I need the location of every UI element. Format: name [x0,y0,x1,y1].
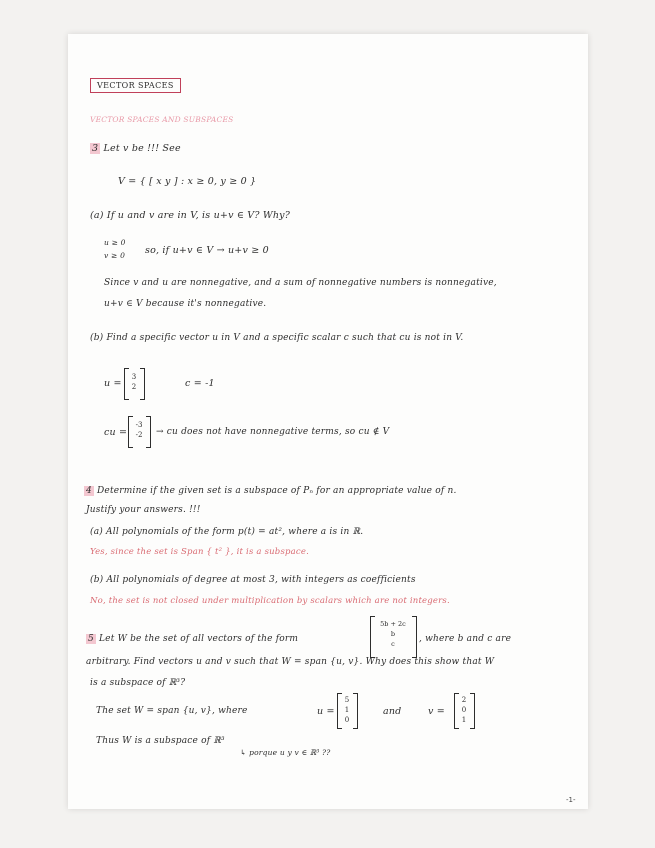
p3-b-cu-label: cu = [104,427,128,438]
p4-number: 4 [86,486,92,496]
p5-line2: arbitrary. Find vectors u and v such that W = span {u, v}. Why does this show that W [86,657,495,667]
p4-statement: Determine if the given set is a subspace of Pₙ for an appropriate value of n. [97,486,457,496]
vector-entry: c [391,640,395,648]
p4-a-answer: Yes, since the set is Span { t² }, it is a subspace. [90,547,310,557]
p5-line1a [86,634,298,644]
p3-line1 [90,143,181,154]
p3-number: 3 [92,143,99,154]
p3-a-explanation1: Since v and u are nonnegative, and a sum of nonnegative numbers is nonnegative, [104,278,497,288]
vector-entry: -2 [135,431,143,439]
vector-entry: 2 [131,383,137,391]
p5-u-vector [341,695,353,725]
p3-part-a: (a) If u and v are in V, is u+v ∈ V? Why? [90,210,291,221]
p5-v-label: v = [428,706,445,717]
p3-b-u-label: u = [104,378,122,389]
p4-b-answer: No, the set is not closed under multiplication by scalars which are not integers. [90,596,450,606]
p4-part-b: (b) All polynomials of degree at most 3, with integers as coefficients [90,575,416,585]
p3-part-b: (b) Find a specific vector u in V and a specific scalar c such that cu is not in V. [90,333,464,343]
p4-line2: Justify your answers. !!! [86,505,201,515]
p5-answer: The set W = span {u, v}, where [96,706,248,716]
vector-entry: 3 [131,373,137,381]
vector-entry: -3 [135,421,143,429]
vector-entry: 5 [344,696,350,704]
p4-part-a: (a) All polynomials of the form p(t) = at², where a is in ℝ. [90,527,364,537]
vector-entry: 1 [461,716,467,724]
p4-line1 [84,486,457,496]
vector-entry: 0 [461,706,467,714]
bracket-right [146,416,151,448]
vector-entry: 2 [461,696,467,704]
p5-statement: Let W be the set of all vectors of the form [99,634,299,644]
bracket-right [353,693,358,729]
p3-b-c: c = -1 [185,378,215,389]
page-number: -1- [566,796,576,804]
vector-entry: 5b + 2c [380,620,406,628]
vector-entry: 1 [344,706,350,714]
p3-a-explanation2: u+v ∈ V because it's nonnegative. [104,299,267,309]
bracket-right [140,368,145,400]
p5-conclusion: Thus W is a subspace of ℝ³ [96,736,225,746]
p3-a-work3: so, if u+v ∈ V → u+v ≥ 0 [145,245,269,256]
p5-u-label: u = [317,706,335,717]
bracket-right [470,693,475,729]
title-box [90,80,181,91]
bracket-right [412,616,417,658]
p3-statement: Let v be !!! See [103,143,181,154]
p5-form-vector [374,619,412,649]
p3-a-work1: u ≥ 0 [104,238,126,247]
vector-entry: 0 [344,716,350,724]
p3-a-work2: v ≥ 0 [104,251,126,260]
p3-b-cu-vector [132,420,146,440]
p3-setdef: V = { [ x y ] : x ≥ 0, y ≥ 0 } [118,176,257,187]
p3-b-u-vector [128,372,140,392]
p5-and: and [383,706,402,717]
vector-entry: b [390,630,396,638]
p5-v-vector [458,695,470,725]
p5-line3: is a subspace of ℝ³? [90,678,186,688]
p5-note: ↳ porque u y v ∈ ℝ³ ?? [240,748,331,757]
p5-line1b: , where b and c are [419,634,512,644]
p3-b-cu-text: → cu does not have nonnegative terms, so cu ∉ V [156,427,390,437]
subtitle: VECTOR SPACES AND SUBSPACES [90,115,234,124]
p5-number: 5 [88,634,94,644]
page-title: VECTOR SPACES [90,78,181,93]
